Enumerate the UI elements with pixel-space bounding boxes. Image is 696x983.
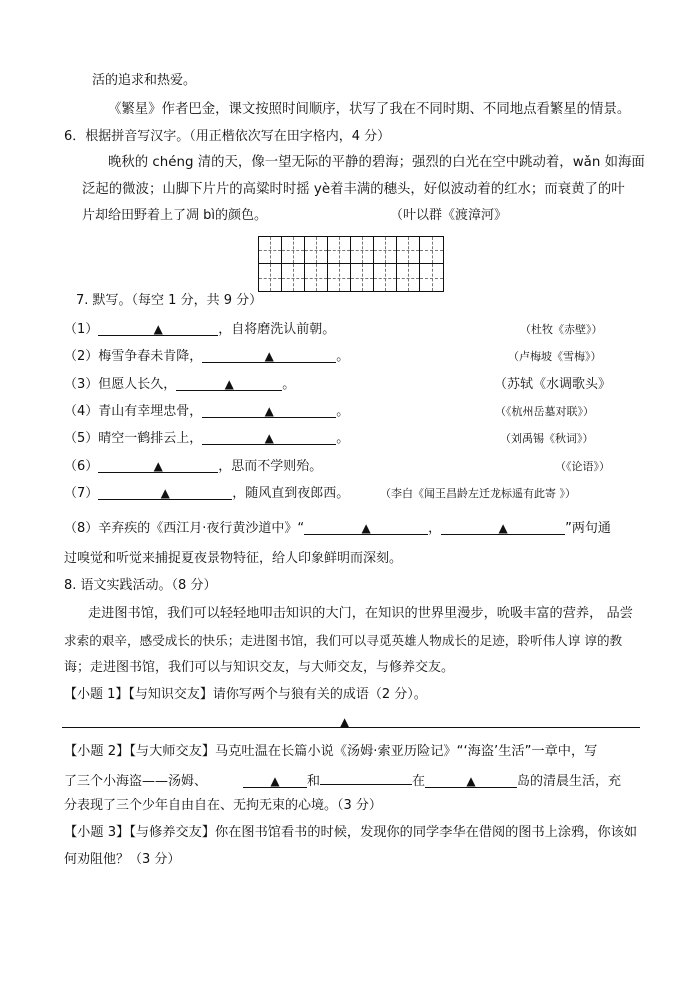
grid-cell[interactable] bbox=[282, 264, 305, 291]
answer-blank[interactable] bbox=[202, 430, 336, 445]
item-text: ，自将磨洗认前朝。 bbox=[218, 322, 336, 337]
q7-source-3: （苏轼《水调歌头》 bbox=[494, 377, 612, 392]
item-text: ，思而不学则殆。 bbox=[218, 459, 323, 474]
q7-title: 7. 默写。（每空 1 分，共 9 分） bbox=[76, 293, 263, 308]
q8-para-3: 诲；走进图书馆，我们可以与知识交友，与大师交友，与修养交友。 bbox=[64, 660, 455, 675]
item8-comma: ， bbox=[428, 521, 442, 536]
q7-source-5: （刘禹锡《秋词》） bbox=[500, 432, 594, 445]
q7-item-2 bbox=[64, 348, 349, 366]
triangle-marker: ▲ bbox=[466, 774, 476, 788]
grid-cell[interactable] bbox=[259, 237, 282, 264]
q6-title: 6．根据拼音写汉字。（用正楷依次写在田字格内，4 分） bbox=[64, 129, 391, 144]
item-end: 。 bbox=[336, 431, 350, 446]
sub2-lead: 了三个小海盗——汤姆、 bbox=[64, 774, 208, 789]
answer-line-full[interactable] bbox=[62, 727, 640, 728]
grid-cell[interactable] bbox=[351, 237, 374, 264]
q7-item-6 bbox=[64, 458, 322, 476]
grid-cell[interactable] bbox=[420, 237, 443, 264]
answer-blank[interactable] bbox=[98, 458, 218, 473]
grid-cell[interactable] bbox=[351, 264, 374, 291]
item-end: 。 bbox=[282, 377, 296, 392]
triangle-marker: ▲ bbox=[264, 404, 274, 418]
sub2-at: 在 bbox=[412, 774, 426, 789]
item-number: （5） bbox=[64, 431, 99, 446]
grid-cell[interactable] bbox=[397, 237, 420, 264]
sub2-and: 和 bbox=[307, 774, 321, 789]
item-number: （1） bbox=[64, 322, 99, 337]
q8-sub-3-line-2: 何劝阻他？（3 分） bbox=[64, 852, 181, 867]
answer-blank[interactable] bbox=[304, 520, 428, 535]
q6-source: （叶以群《渡漳河》 bbox=[390, 208, 508, 223]
item-number: （6） bbox=[64, 459, 99, 474]
q6-para-1: 晚秋的 chéng 清的天，像一望无际的平静的碧海；强烈的白光在空中跳动着，wǎn 如海面 bbox=[108, 155, 645, 170]
item-end: 。 bbox=[336, 349, 350, 364]
triangle-marker: ▲ bbox=[264, 431, 274, 445]
item-number: （4） bbox=[64, 404, 99, 419]
q7-item-3 bbox=[64, 376, 295, 394]
answer-blank[interactable] bbox=[441, 520, 565, 535]
q7-source-2: （卢梅坡《雪梅》） bbox=[508, 350, 602, 363]
q6-para-2: 泛起的微波；山脚下片片的高粱时时摇 yè着丰满的穗头，好似波动着的红水；而衰黄了的叶 bbox=[82, 182, 625, 197]
answer-blank[interactable] bbox=[425, 773, 517, 788]
item-number: （3） bbox=[64, 377, 99, 392]
q8-sub-2-line-3: 分表现了三个少年自由自在、无拘无束的心境。（3 分） bbox=[64, 798, 382, 813]
grid-cell[interactable] bbox=[305, 264, 328, 291]
intro-line-1: 活的追求和热爱。 bbox=[92, 73, 197, 88]
grid-cell[interactable] bbox=[259, 264, 282, 291]
item-text: 青山有幸埋忠骨， bbox=[98, 404, 203, 419]
triangle-marker: ▲ bbox=[498, 521, 508, 535]
q7-item-8-cont: 过嗅觉和听觉来捕捉夏夜景物特征，给人印象鲜明而深刻。 bbox=[64, 551, 403, 566]
q6-para-3: 片却给田野着上了凋 bì的颜色。 bbox=[82, 208, 267, 223]
q7-source-1: （杜牧《赤壁》） bbox=[520, 323, 603, 336]
q8-sub-3-line-1: 【小题 3】【与修养交友】你在图书馆看书的时候，发现你的同学李华在借阅的图书上涂鸦，你该如 bbox=[64, 825, 638, 840]
q7-item-5 bbox=[64, 430, 349, 448]
grid-cell[interactable] bbox=[397, 264, 420, 291]
item8-lead: （8）辛弃疾的《西江月·夜行黄沙道中》“ bbox=[64, 521, 305, 536]
answer-blank[interactable] bbox=[98, 321, 218, 336]
item-text: 但愿人长久， bbox=[98, 377, 177, 392]
q7-item-7 bbox=[64, 485, 349, 503]
grid-cell[interactable] bbox=[328, 264, 351, 291]
triangle-marker: ▲ bbox=[160, 486, 170, 500]
grid-cell[interactable] bbox=[420, 264, 443, 291]
answer-blank[interactable] bbox=[202, 348, 336, 363]
grid-cell[interactable] bbox=[282, 237, 305, 264]
q8-sub-2-line-1: 【小题 2】【与大师交友】马克吐温在长篇小说《汤姆·索亚历险记》“‘海盗’生活”一章中，写 bbox=[64, 744, 598, 759]
q7-source-7: （李白《闻王昌龄左迁龙标遥有此寄 》） bbox=[380, 487, 576, 500]
triangle-marker: ▲ bbox=[264, 349, 274, 363]
q7-source-6: （《论语》） bbox=[555, 460, 610, 473]
q7-item-1 bbox=[64, 321, 335, 339]
triangle-marker: ▲ bbox=[340, 715, 350, 729]
triangle-marker: ▲ bbox=[153, 459, 163, 473]
answer-blank[interactable] bbox=[176, 376, 282, 391]
q8-sub-1: 【小题 1】【与知识交友】请你写两个与狼有关的成语（2 分）。 bbox=[64, 687, 427, 702]
answer-blank[interactable] bbox=[320, 770, 412, 785]
q7-source-4: （《杭州岳墓对联》） bbox=[495, 405, 594, 418]
tianzige-grid[interactable] bbox=[258, 236, 444, 292]
q8-para-2: 求索的艰辛，感受成长的快乐；走进图书馆，我们可以寻觅英雄人物成长的足迹，聆听伟人谆 谆的教 bbox=[64, 633, 623, 648]
answer-blank[interactable] bbox=[98, 485, 232, 500]
answer-blank[interactable] bbox=[202, 403, 336, 418]
q7-item-8 bbox=[64, 520, 611, 538]
item-number: （2） bbox=[64, 349, 99, 364]
q7-item-4 bbox=[64, 403, 349, 421]
grid-cell[interactable] bbox=[328, 237, 351, 264]
q8-title: 8. 语文实践活动。（8 分） bbox=[64, 578, 217, 593]
item-end: 。 bbox=[336, 404, 350, 419]
triangle-marker: ▲ bbox=[361, 521, 371, 535]
grid-cell[interactable] bbox=[305, 237, 328, 264]
triangle-marker: ▲ bbox=[270, 774, 280, 788]
item-text: 晴空一鹤排云上， bbox=[98, 431, 203, 446]
sub2-tail: 岛的清晨生活，充 bbox=[517, 774, 622, 789]
answer-blank[interactable] bbox=[243, 773, 307, 788]
item8-tail: ”两句通 bbox=[565, 521, 611, 536]
grid-cell[interactable] bbox=[374, 237, 397, 264]
intro-line-2: 《繁星》作者巴金，课文按照时间顺序，状写了我在不同时期、不同地点看繁星的情景。 bbox=[108, 102, 631, 117]
item-number: （7） bbox=[64, 486, 99, 501]
triangle-marker: ▲ bbox=[153, 322, 163, 336]
q8-sub-2-line-2 bbox=[64, 770, 621, 791]
item-text: 梅雪争春未肯降， bbox=[98, 349, 203, 364]
grid-cell[interactable] bbox=[374, 264, 397, 291]
q8-para-1: 走进图书馆，我们可以轻轻地叩击知识的大门，在知识的世界里漫步，吮吸丰富的营养， 品尝 bbox=[88, 606, 633, 621]
item-text: ，随风直到夜郎西。 bbox=[232, 486, 350, 501]
triangle-marker: ▲ bbox=[224, 377, 234, 391]
